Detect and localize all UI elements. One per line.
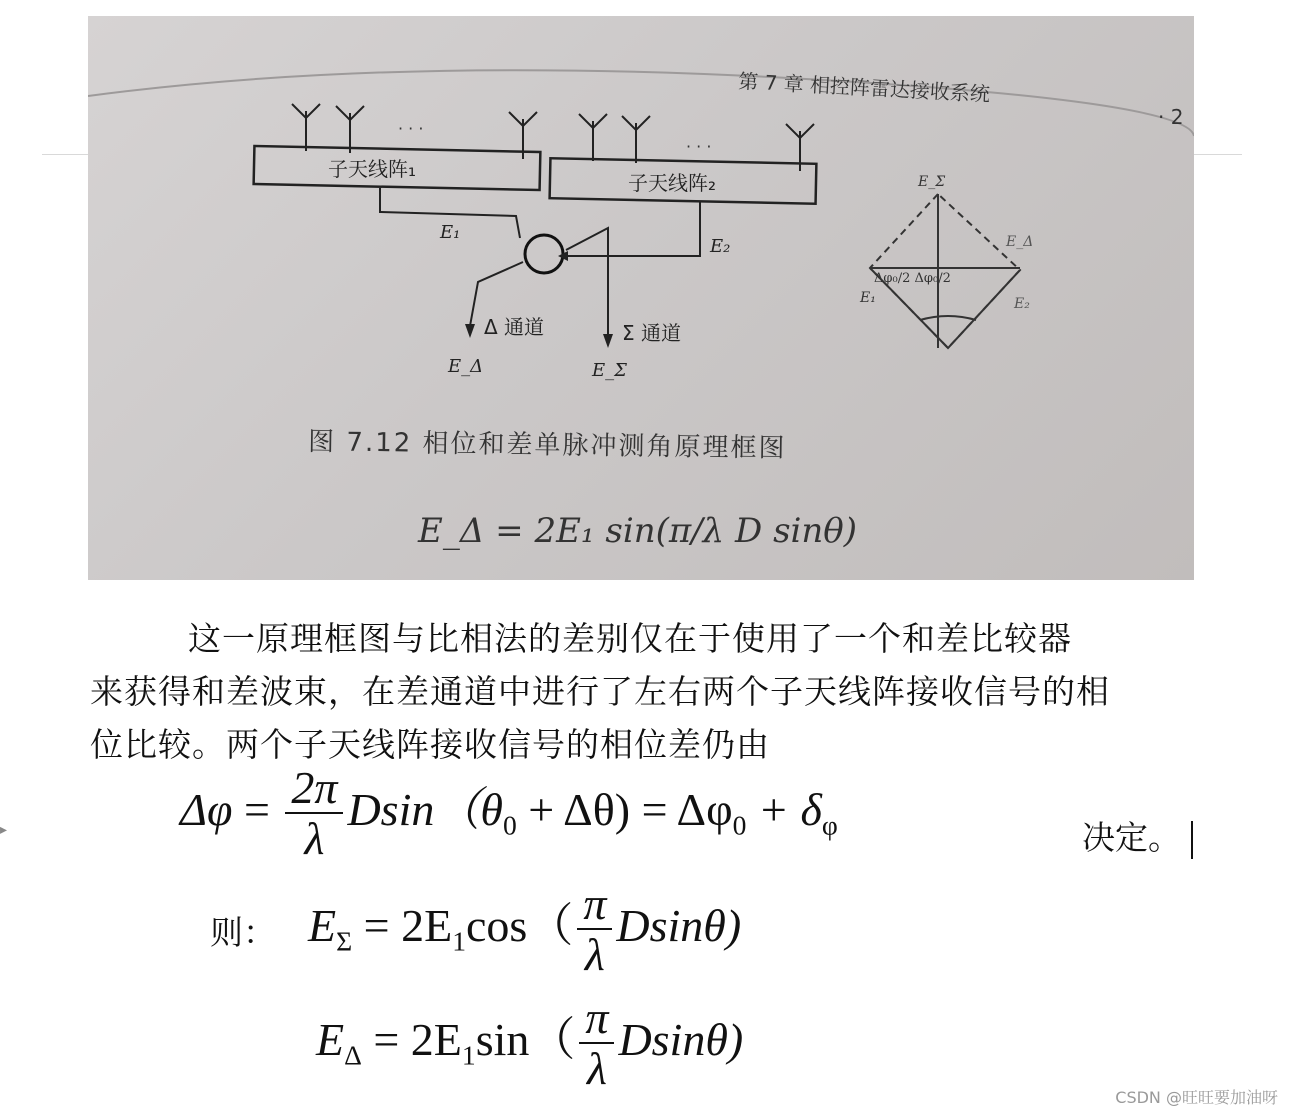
- label-e2: E₂: [710, 236, 731, 257]
- hybrid-comparator: [525, 235, 563, 273]
- page-header: 第 7 章 相控阵雷达接收系统: [737, 69, 991, 107]
- paragraph-line-1: 这一原理框图与比相法的差别仅在于使用了一个和差比较器: [188, 619, 1072, 658]
- antenna-dots-1: · · ·: [398, 119, 424, 138]
- vector-e2: E₂: [1014, 296, 1030, 312]
- figure-caption: 图 7.12 相位和差单脉冲测角原理框图: [307, 427, 787, 464]
- eq1-lhs: Δφ: [180, 784, 233, 836]
- subarray-2-label: 子天线阵₂: [628, 171, 717, 195]
- antenna-dots-2: · · ·: [686, 137, 712, 156]
- body-paragraph: [90, 612, 1200, 771]
- subarray-1-label: 子天线阵₁: [328, 157, 417, 181]
- sigma-channel-label: Σ 通道: [622, 321, 681, 345]
- equation-difference-channel: $E_\Delta = 2E_1\sin$（ $\frac{\pi}{\lambda}$ Dsinθ): [316, 992, 744, 1095]
- vector-e1: E₁: [860, 290, 876, 306]
- eq2-prefix: 则：: [210, 912, 276, 952]
- equation-phase-difference: Δφ = $\frac{2\pi}{\lambda}$ $Dsin(\theta_0 + \Delta\theta) = \Delta\varphi_0 + \delta_\varphi$: [180, 762, 838, 865]
- vector-angle-label: Δφ₀/2 Δφ₀/2: [874, 271, 951, 286]
- page-number-fragment: · 2: [1158, 105, 1184, 129]
- label-e-sigma: E_Σ: [592, 360, 627, 381]
- delta-arrow: [465, 324, 475, 338]
- paragraph-line-2: 来获得和差波束，在差通道中进行了左右两个子天线阵接收信号的相: [90, 672, 1110, 711]
- book-formula: E_Δ = 2E₁ sin(π/λ D sinθ): [418, 511, 858, 551]
- csdn-watermark: CSDN @旺旺要加油呀: [1115, 1088, 1278, 1107]
- eq2-fraction: $\frac{\pi}{\lambda}$: [577, 880, 612, 981]
- label-e-delta: E_Δ: [448, 356, 484, 377]
- label-e1: E₁: [440, 222, 461, 243]
- eq1-rest: + Δθ) = Δφ: [516, 784, 733, 836]
- vector-e-sigma: E_Σ: [918, 174, 946, 190]
- text-cursor: [1191, 821, 1193, 859]
- vector-e-delta: E_Δ: [1006, 234, 1034, 250]
- paragraph-line-3: 位比较。两个子天线阵接收信号的相位差仍由: [90, 725, 770, 764]
- left-edge-marker: ▸: [0, 822, 8, 838]
- equation-sum-channel: 则： $E_\Sigma = 2E_1\cos$（ $\frac{\pi}{\lambda}$ Dsinθ): [210, 878, 742, 981]
- textbook-photo: [88, 16, 1194, 580]
- delta-channel-label: Δ 通道: [484, 315, 545, 339]
- eq1-fraction: $\frac{2\pi}{\lambda}$: [285, 764, 343, 865]
- sigma-arrow: [603, 334, 613, 348]
- eq1-plus: + δ: [746, 784, 822, 836]
- eq3-fraction: $\frac{\pi}{\lambda}$: [579, 994, 614, 1095]
- eq1-term: Dsin（θ: [347, 784, 503, 836]
- signal-lines: [380, 188, 700, 336]
- eq1-suffix: 决定。: [1082, 812, 1193, 859]
- block-diagram-svg: [88, 16, 1194, 580]
